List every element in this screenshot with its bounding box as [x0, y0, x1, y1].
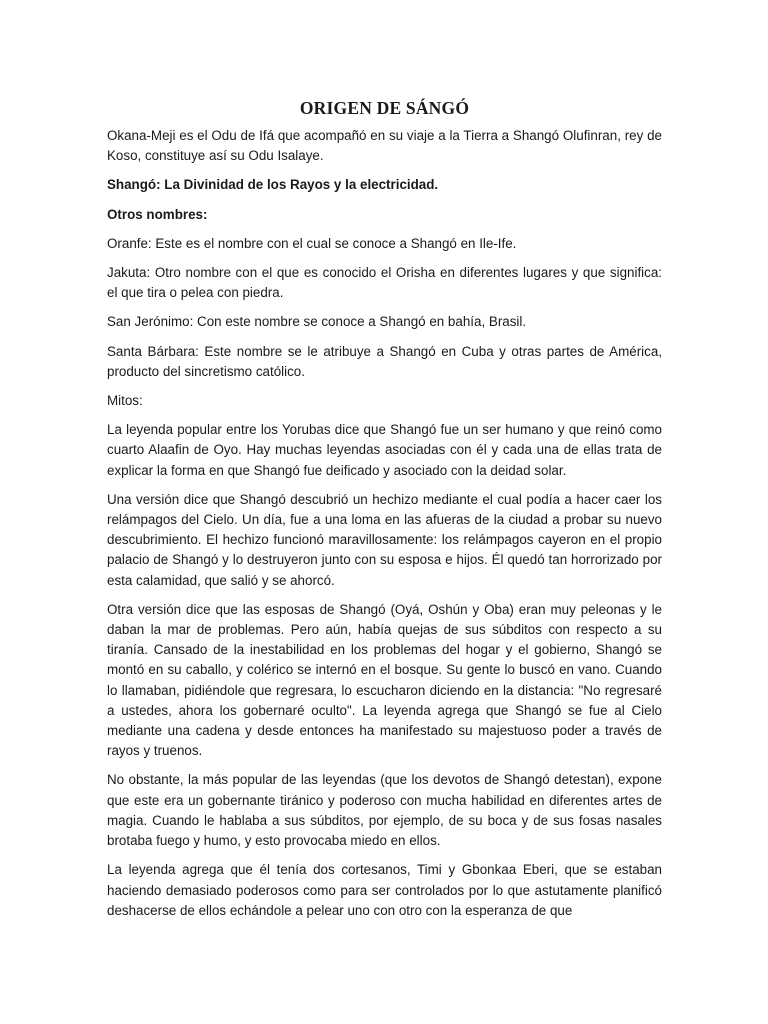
paragraph-santa-barbara: Santa Bárbara: Este nombre se le atribuye a Shangó en Cuba y otras partes de América, producto del sincretismo católico.	[107, 343, 662, 379]
paragraph-oranfe: Oranfe: Este es el nombre con el cual se conoce a Shangó en Ile-Ife.	[107, 235, 517, 251]
document-body	[107, 96, 662, 930]
paragraph-intro: Okana-Meji es el Odu de Ifá que acompañó en su viaje a la Tierra a Shangó Olufinran, rey de Koso, constituye así su Odu Isalaye.	[107, 128, 662, 164]
paragraph-myth-spell: Una versión dice que Shangó descubrió un hechizo mediante el cual podía a hacer caer los relámpagos del Cielo. Un día, fue a una loma en las afueras de la ciudad a probar su nuevo descubrimiento. El hechizo funcionó maravillosamente: los relámpagos cayeron en el propio palacio de Shangó y lo destruyeron junto con su esposa e hijos. Él quedó tan horrorizado por esta calamidad, que salió y se ahorcó.	[107, 491, 662, 588]
paragraph-san-jeronimo: San Jerónimo: Con este nombre se conoce a Shangó en bahía, Brasil.	[107, 314, 527, 330]
paragraph-myth-popular: La leyenda popular entre los Yorubas dice que Shangó fue un ser humano y que reinó como cuarto Alaafin de Oyo. Hay muchas leyendas asociadas con él y cada una de ellas trata de explicar la forma en que Shangó fue deificado y asociado con la deidad solar.	[107, 422, 662, 478]
paragraph-divinity-heading: Shangó: La Divinidad de los Rayos y la electricidad.	[107, 177, 439, 193]
paragraph-myth-tyrant: No obstante, la más popular de las leyendas (que los devotos de Shangó detestan), expone que este era un gobernante tiránico y poderoso con mucha habilidad en diferentes artes de magia. Cuando le hablaba a sus súbditos, por ejemplo, de su boca y de sus fosas nasales brotaba fuego y humo, y esto provocaba miedo en ellos.	[107, 772, 662, 849]
paragraph-myth-courtiers: La leyenda agrega que él tenía dos cortesanos, Timi y Gbonkaa Eberi, que se estaban haciendo demasiado poderosos como para ser controlados por lo que astutamente planificó deshacerse de ellos echándole a pelear uno con otro con la esperanza de que	[107, 862, 662, 918]
paragraph-myth-wives: Otra versión dice que las esposas de Shangó (Oyá, Oshún y Oba) eran muy peleonas y le daban la mar de problemas. Pero aún, había quejas de sus súbditos con respecto a su tiranía. Cansado de la inestabilidad en los problemas del hogar y el gobierno, Shangó se montó en su caballo, y colérico se internó en el bosque. Su gente lo buscó en vano. Cuando lo llamaban, pidiéndole que regresara, lo escucharon diciendo en la distancia: "No regresaré a ustedes, ahora los gobernaré oculto". La leyenda agrega que Shangó se fue al Cielo mediante una cadena y desde entonces ha manifestado su majestuoso poder a través de rayos y truenos.	[107, 601, 662, 759]
paragraph-jakuta: Jakuta: Otro nombre con el que es conocido el Orisha en diferentes lugares y que significa: el que tira o pelea con piedra.	[107, 265, 662, 301]
document-title: ORIGEN DE SÁNGÓ	[299, 98, 470, 118]
paragraph-myths-heading: Mitos:	[107, 393, 143, 409]
paragraph-other-names-heading: Otros nombres:	[107, 206, 208, 222]
